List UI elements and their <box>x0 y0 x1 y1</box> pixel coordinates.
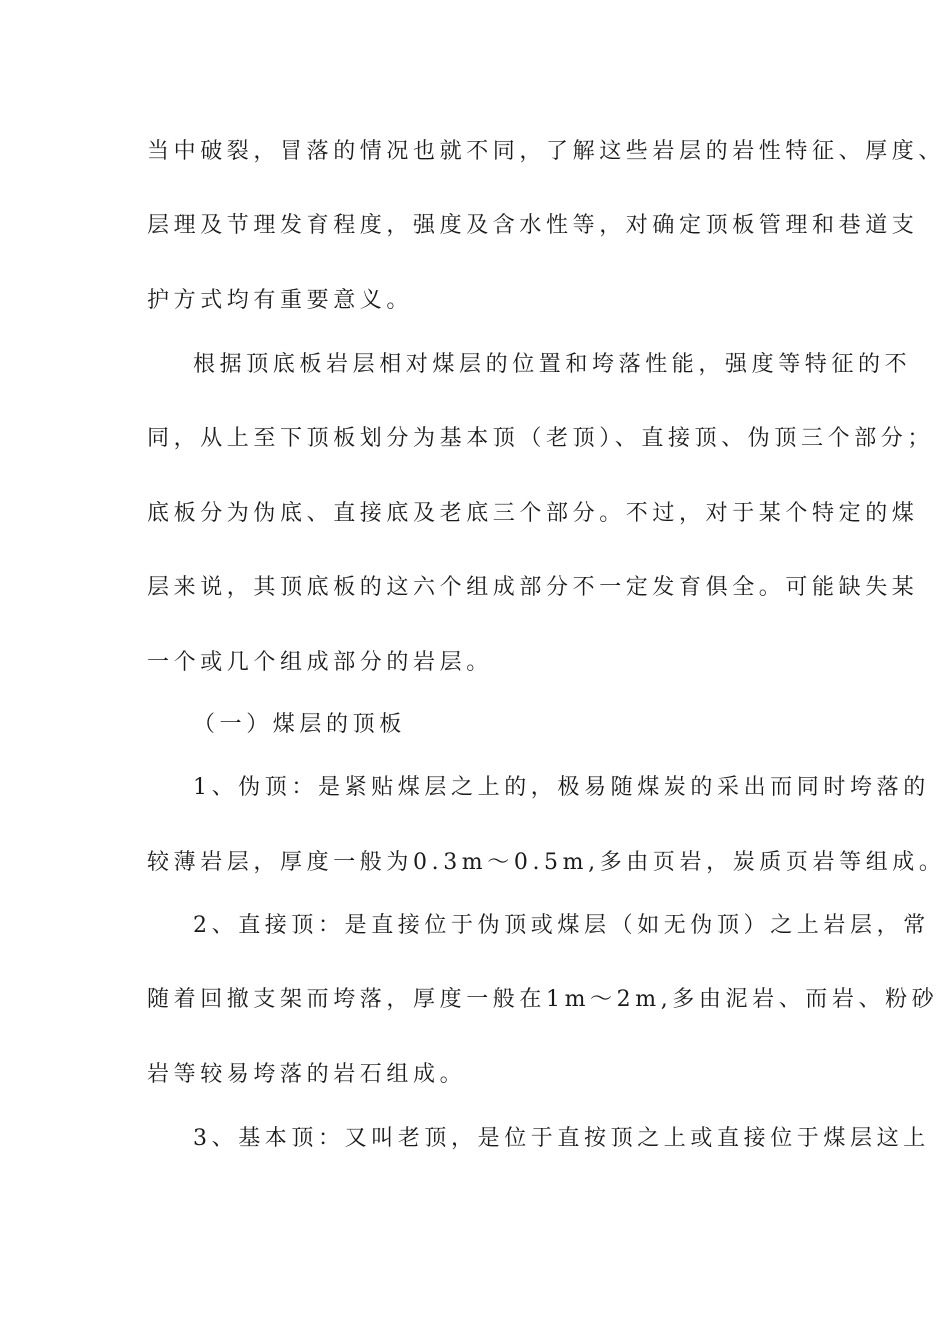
paragraph-line: 较薄岩层，厚度一般为0.3m～0.5m,多由页岩，炭质页岩等组成。 <box>147 850 946 875</box>
paragraph-line: 1、伪顶：是紧贴煤层之上的，极易随煤炭的采出而同时垮落的 <box>193 775 930 800</box>
paragraph-line: 3、基本顶：又叫老顶，是位于直按顶之上或直接位于煤层这上 <box>193 1126 930 1151</box>
paragraph-line: 2、直接顶：是直接位于伪顶或煤层（如无伪顶）之上岩层，常 <box>193 913 930 938</box>
paragraph-line: 当中破裂，冒落的情况也就不同，了解这些岩层的岩性特征、厚度、 <box>147 139 946 164</box>
paragraph-line: 随着回撤支架而垮落，厚度一般在1m～2m,多由泥岩、而岩、粉砂 <box>147 987 939 1012</box>
paragraph-line: 同，从上至下顶板划分为基本顶（老顶）、直接顶、伪顶三个部分； <box>147 426 935 451</box>
paragraph-line: 根据顶底板岩层相对煤层的位置和垮落性能，强度等特征的不 <box>193 352 912 377</box>
section-heading: （一）煤层的顶板 <box>193 712 406 737</box>
paragraph-line: 岩等较易垮落的岩石组成。 <box>147 1062 467 1087</box>
paragraph-line: 一个或几个组成部分的岩层。 <box>147 650 493 675</box>
paragraph-line: 底板分为伪底、直接底及老底三个部分。不过，对于某个特定的煤 <box>147 501 919 526</box>
paragraph-line: 层理及节理发育程度，强度及含水性等，对确定顶板管理和巷道支 <box>147 213 919 238</box>
paragraph-line: 护方式均有重要意义。 <box>147 288 414 313</box>
paragraph-line: 层来说，其顶底板的这六个组成部分不一定发育俱全。可能缺失某 <box>147 575 919 600</box>
